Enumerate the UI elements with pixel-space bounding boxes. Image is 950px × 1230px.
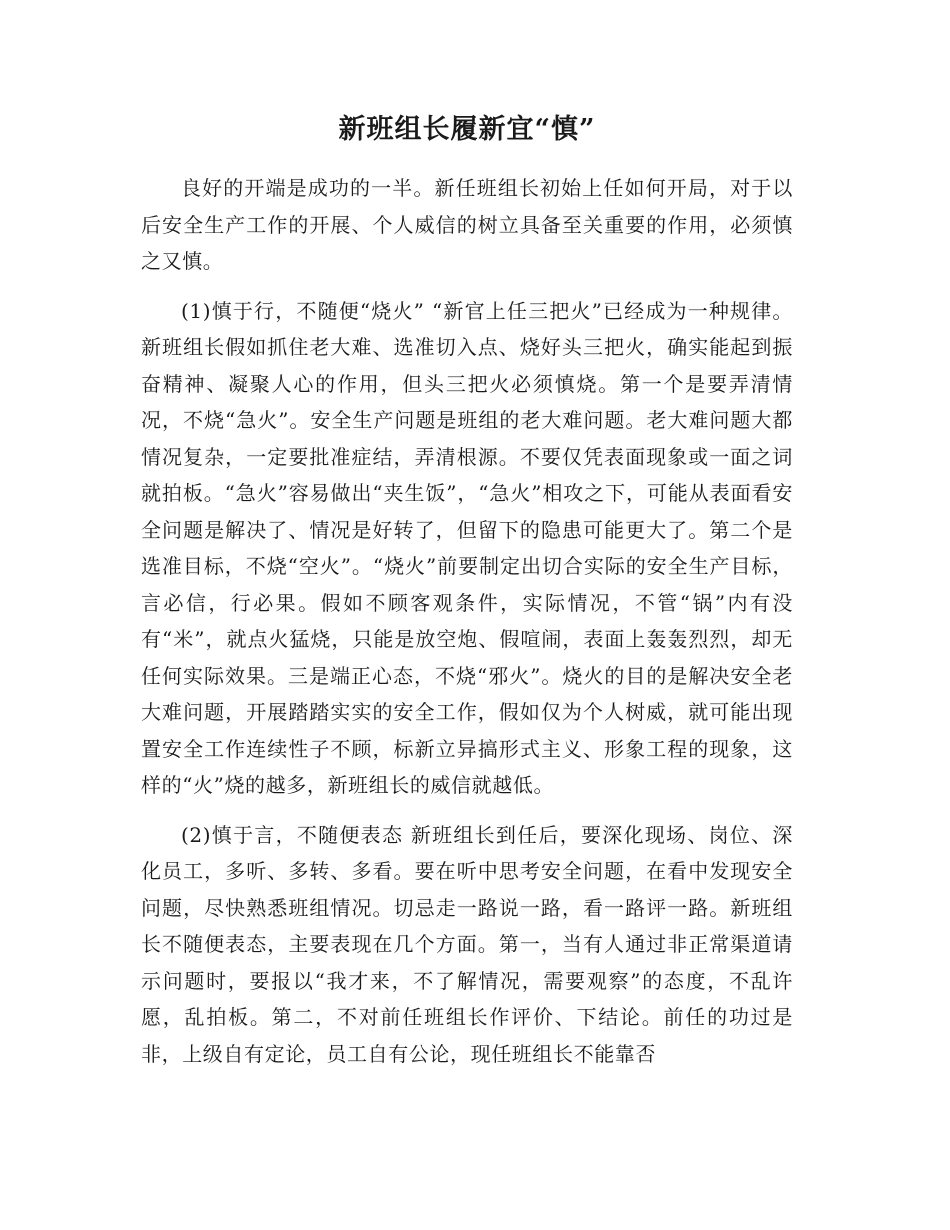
document-title: 新班组长履新宜“慎” <box>338 114 596 145</box>
paragraph-section-2: (2)慎于言，不随便表态 新班组长到任后，要深化现场、岗位、深化员工，多听、多转、多看。要在听中思考安全问题，在看中发现安全问题，尽快熟悉班组情况。切忌走一路说一路，看一路评一路。新班组长不随便表态，主要表现在几个方面。第一，当有人通过非正常渠道请示问题时，要报以“我才来，不了解情况，需要观察”的态度，不乱许愿，乱拍板。第二，不对前任班组长作评价、下结论。前任的功过是非，上级自有定论，员工自有公论，现任班组长不能靠否 <box>141 822 793 1066</box>
document-page <box>141 110 793 1085</box>
paragraph-intro: 良好的开端是成功的一半。新任班组长初始上任如何开局，对于以后安全生产工作的开展、个人威信的树立具备至关重要的作用，必须慎之又慎。 <box>141 176 793 273</box>
paragraph-section-1: (1)慎于行，不随便“烧火” “新官上任三把火”已经成为一种规律。新班组长假如抓住老大难、选准切入点、烧好头三把火，确实能起到振奋精神、凝聚人心的作用，但头三把火必须慎烧。第一个是要弄清情况，不烧“急火”。安全生产问题是班组的老大难问题。老大难问题大都情况复杂，一定要批准症结，弄清根源。不要仅凭表面现象或一面之词就拍板。“急火”容易做出“夹生饭”，“急火”相攻之下，可能从表面看安全问题是解决了、情况是好转了，但留下的隐患可能更大了。第二个是选准目标，不烧“空火”。“烧火”前要制定出切合实际的安全生产目标，言必信，行必果。假如不顾客观条件，实际情况，不管“锅”内有没有“米”，就点火猛烧，只能是放空炮、假喧闹，表面上轰轰烈烈，却无任何实际效果。三是端正心态，不烧“邪火”。烧火的目的是解决安全老大难问题，开展踏踏实实的安全工作，假如仅为个人树威，就可能出现置安全工作连续性子不顾，标新立异搞形式主义、形象工程的现象，这样的“火”烧的越多，新班组长的威信就越低。 <box>141 298 793 797</box>
